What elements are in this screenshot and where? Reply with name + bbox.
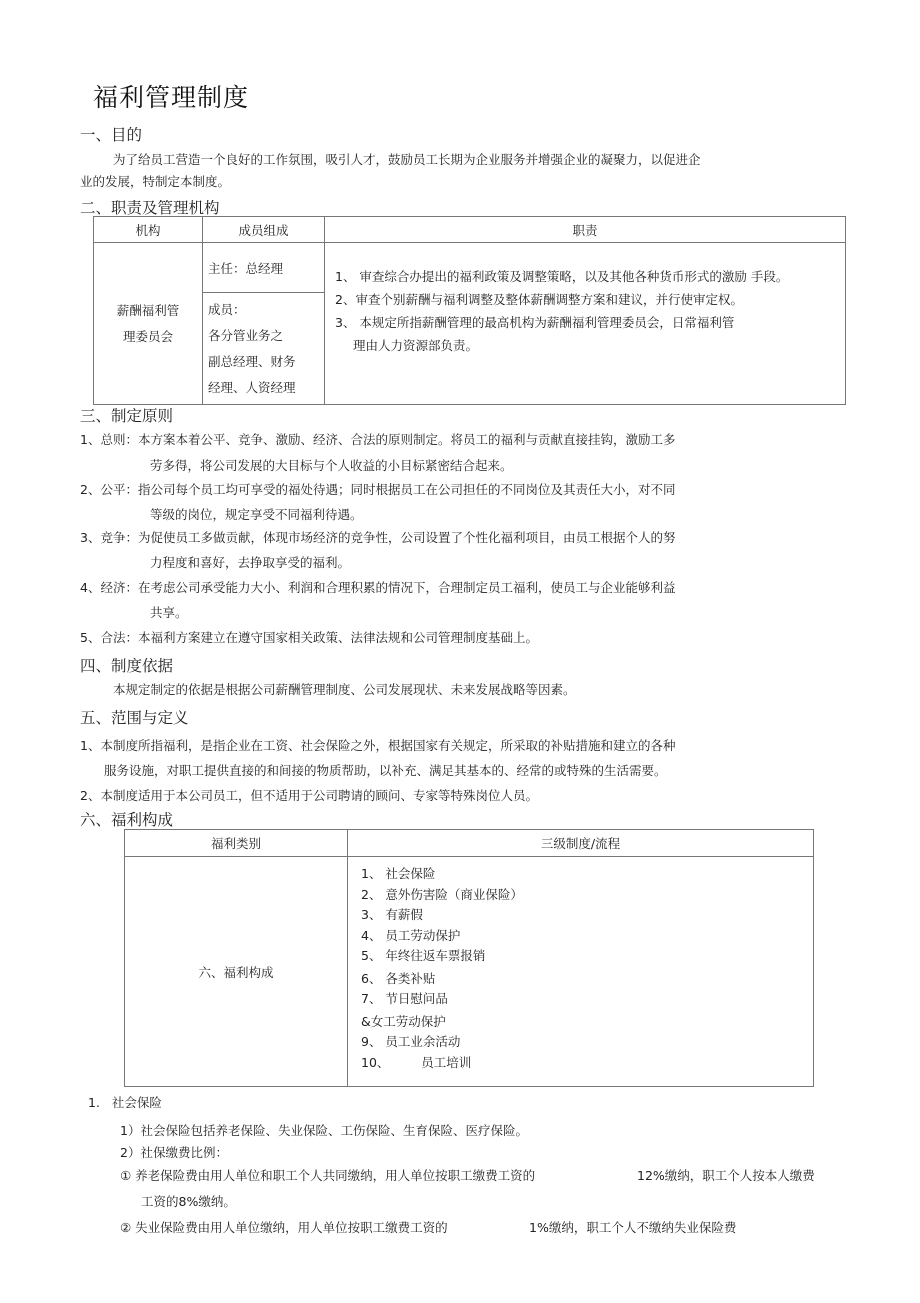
pension-clause-part1: ① 养老保险费由用人单位和职工个人共同缴纳，用人单位按职工缴费工资的: [120, 1168, 536, 1183]
scope-item-line2: 服务设施，对职工提供直接的和间接的物质帮助，以补充、满足其基本的、经常的或特殊的生活需要。: [104, 763, 667, 778]
principle-item-line1: 3、竞争：为促使员工多做贡献，体现市场经济的竞争性，公司设置了个性化福利项目，由员工根据个人的努: [80, 530, 676, 545]
chair-text: 主任：总经理: [208, 260, 284, 276]
unemployment-clause-part2: 1%缴纳，职工个人不缴纳失业保险费: [529, 1220, 737, 1235]
scope-item: 2、本制度适用于本公司员工，但不适用于公司聘请的顾问、专家等特殊岗位人员。: [80, 788, 538, 803]
benefit-item: 5、 年终往返车票报销: [361, 948, 486, 963]
principle-item-line2: 力程度和喜好，去挣取享受的福利。: [150, 555, 351, 570]
duty-item: 2、审查个别薪酬与福利调整及整体薪酬调整方案和建议，并行使审定权。: [335, 291, 743, 307]
principle-item-line2: 劳多得，将公司发展的大目标与个人收益的小目标紧密结合起来。: [150, 458, 513, 473]
section-heading-principles: 三、制定原则: [80, 407, 174, 425]
members-line: 经理、人资经理: [208, 380, 296, 395]
social-insurance-p2: 2）社保缴费比例：: [120, 1145, 228, 1160]
purpose-paragraph-line1: 为了给员工营造一个良好的工作氛围，吸引人才，鼓励员工长期为企业服务并增强企业的凝聚力，以促进企: [113, 152, 701, 167]
benefit-item: &女工劳动保护: [361, 1013, 446, 1029]
table-header-duties: 职责: [325, 217, 846, 243]
section-heading-scope: 五、范围与定义: [80, 709, 189, 727]
table-header-members: 成员组成: [203, 217, 325, 243]
basis-paragraph: 本规定制定的依据是根据公司薪酬管理制度、公司发展现状、未来发展战略等因素。: [113, 682, 576, 697]
benefit-item: 9、 员工业余活动: [361, 1034, 461, 1049]
benefits-table: [124, 829, 814, 1087]
org-cell: [94, 243, 203, 405]
principle-item-line1: 4、经济：在考虑公司承受能力大小、利润和合理积累的情况下，合理制定员工福利，使员工与企业能够利益: [80, 580, 676, 595]
category-cell: [125, 857, 348, 1087]
duty-item-continuation: 理由人力资源部负责。: [353, 337, 479, 353]
pension-clause-part2: 12%缴纳，职工个人按本人缴费: [637, 1168, 815, 1183]
principle-item-line1: 5、合法：本福利方案建立在遵守国家相关政策、法律法规和公司管理制度基础上。: [80, 630, 538, 645]
principle-item-line2: 等级的岗位，规定享受不同福利待遇。: [150, 507, 363, 522]
benefit-item: 10、 员工培训: [361, 1054, 472, 1070]
benefit-item: 4、 员工劳动保护: [361, 927, 461, 943]
benefit-item: 1、 社会保险: [361, 866, 436, 881]
benefit-item: 3、 有薪假: [361, 907, 423, 922]
table-header-category: 福利类别: [125, 830, 348, 857]
principle-item-line1: 2、公平：指公司每个员工均可享受的福处待遇；同时根据员工在公司担任的不同岗位及其责任大小，对不同: [80, 482, 676, 497]
duties-cell: [325, 243, 846, 405]
duty-item: 3、 本规定所指薪酬管理的最高机构为薪酬福利管理委员会，日常福利管: [335, 314, 735, 330]
section-heading-responsibilities: 二、职责及管理机构: [80, 199, 220, 217]
members-line: 副总经理、财务: [208, 354, 296, 369]
purpose-paragraph-line2: 业的发展，特制定本制度。: [80, 174, 231, 189]
principle-item-line1: 1、总则：本方案本着公平、竞争、激励、经济、合法的原则制定。将员工的福利与贡献直接挂钩，激励工多: [80, 432, 676, 447]
section-heading-purpose: 一、目的: [80, 126, 143, 144]
members-line: 成员：: [208, 302, 246, 317]
category-text: 六、福利构成: [198, 964, 274, 980]
social-insurance-p1: 1）社会保险包括养老保险、失业保险、工伤保险、生育保险、医疗保险。: [120, 1123, 528, 1138]
members-line: 各分管业务之: [208, 328, 284, 343]
section-heading-basis: 四、制度依据: [80, 657, 174, 675]
members-cell: [203, 293, 325, 405]
subsection-heading-social-insurance: 1. 社会保险: [88, 1095, 162, 1110]
pension-clause-line2: 工资的8%缴纳。: [141, 1194, 236, 1209]
org-name-line: 理委员会: [122, 328, 173, 344]
process-cell: [348, 857, 814, 1087]
benefit-item: 2、 意外伤害险（商业保险）: [361, 886, 523, 902]
principle-item-line2: 共享。: [150, 605, 188, 620]
duty-item: 1、 审查综合办提出的福利政策及调整策略，以及其他各种货币形式的激励 手段。: [335, 268, 789, 284]
chair-cell: [203, 243, 325, 293]
scope-item-line1: 1、本制度所指福利，是指企业在工资、社会保险之外，根据国家有关规定，所采取的补贴措施和建立的各种: [80, 738, 676, 753]
document-title: 福利管理制度: [93, 83, 250, 112]
section-heading-composition: 六、福利构成: [80, 811, 174, 829]
org-name-line: 薪酬福利管: [116, 302, 180, 318]
benefit-item: 7、 节日慰问品: [361, 991, 448, 1006]
table-header-process: 三级制度/流程: [348, 830, 814, 857]
table-header-org: 机构: [94, 217, 203, 243]
responsibilities-table: [93, 216, 846, 405]
benefit-item: 6、 各类补贴: [361, 970, 436, 986]
unemployment-clause-part1: ② 失业保险费由用人单位缴纳，用人单位按职工缴费工资的: [120, 1220, 448, 1235]
